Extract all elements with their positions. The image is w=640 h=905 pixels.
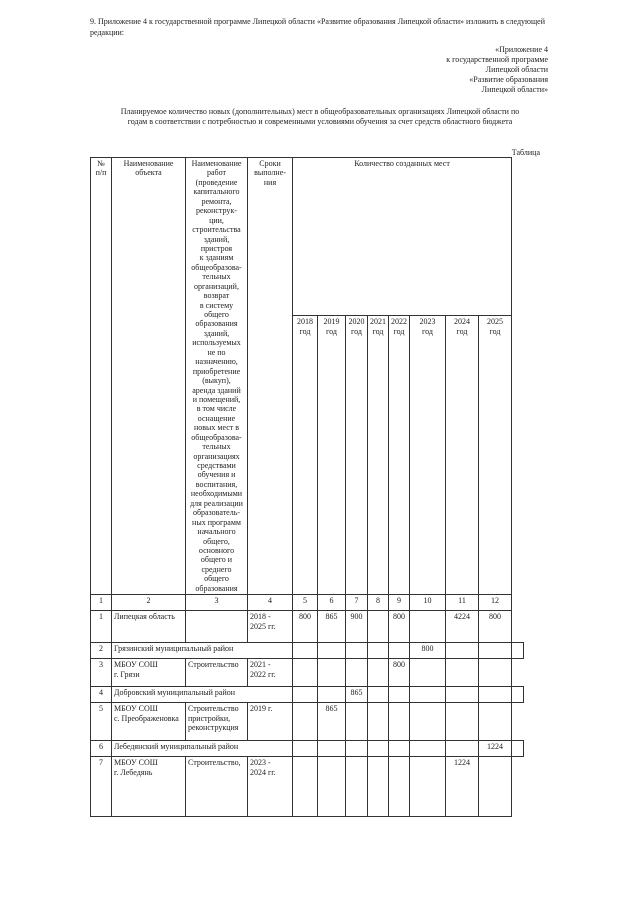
cell-num: 7 <box>91 757 112 817</box>
intro-paragraph: 9. Приложение 4 к государственной программе Липецкой области «Развитие образования Липецкой области» изложить в следующей редакции: <box>90 17 546 37</box>
column-number: 7 <box>346 595 368 611</box>
cell-value <box>293 703 318 741</box>
column-numbers-row <box>91 595 524 611</box>
cell-value <box>318 757 346 817</box>
cell-value <box>479 687 512 703</box>
column-number: 1 <box>91 595 112 611</box>
appendix-line: «Приложение 4 <box>495 45 548 54</box>
cell-value <box>368 757 389 817</box>
appendix-line: Липецкой области <box>485 65 548 74</box>
cell-value <box>512 741 524 757</box>
cell-value <box>368 703 389 741</box>
cell-value: 4224 <box>446 611 479 643</box>
cell-value <box>368 741 389 757</box>
cell-value <box>479 643 512 659</box>
cell-value: 800 <box>479 611 512 643</box>
header-year: 2018 год <box>293 316 318 595</box>
cell-value <box>318 741 346 757</box>
column-number: 3 <box>186 595 248 611</box>
header-object-name: Наименование объекта <box>112 158 186 595</box>
table-row <box>91 659 524 687</box>
cell-value <box>346 703 368 741</box>
cell-num: 5 <box>91 703 112 741</box>
cell-value <box>410 757 446 817</box>
column-number: 9 <box>389 595 410 611</box>
cell-value <box>446 659 479 687</box>
cell-value <box>318 643 346 659</box>
table-row-region <box>91 687 524 703</box>
cell-num: 1 <box>91 611 112 643</box>
places-table <box>90 157 524 817</box>
column-number: 4 <box>248 595 293 611</box>
cell-works <box>186 611 248 643</box>
column-number: 5 <box>293 595 318 611</box>
cell-term: 2018 - 2025 гг. <box>248 611 293 643</box>
cell-value <box>293 757 318 817</box>
cell-value <box>446 703 479 741</box>
cell-value: 1224 <box>446 757 479 817</box>
cell-value <box>318 659 346 687</box>
table-row <box>91 611 524 643</box>
cell-object-name: МБОУ СОШ с. Преображеновка <box>112 703 186 741</box>
cell-value <box>389 687 410 703</box>
cell-value: 865 <box>318 703 346 741</box>
cell-value: 800 <box>410 643 446 659</box>
cell-value <box>293 659 318 687</box>
header-year: 2020 год <box>346 316 368 595</box>
cell-value <box>346 643 368 659</box>
cell-value <box>368 687 389 703</box>
cell-num: 2 <box>91 643 112 659</box>
header-count-group: Количество созданных мест <box>293 158 512 316</box>
cell-value: 865 <box>346 687 368 703</box>
cell-value <box>446 741 479 757</box>
cell-value <box>410 611 446 643</box>
cell-region-name: Грязинский муниципальный район <box>112 643 293 659</box>
header-year: 2021 год <box>368 316 389 595</box>
cell-value <box>389 757 410 817</box>
cell-value: 865 <box>318 611 346 643</box>
cell-value <box>479 703 512 741</box>
document-title: Планируемое количество новых (дополнительных) мест в общеобразовательных организациях Липецкой области по годам в соответствии с потребностью и современными условиями обучения за счет средств областного бюджета <box>120 107 520 126</box>
header-year: 2022 год <box>389 316 410 595</box>
cell-value: 800 <box>389 611 410 643</box>
header-year: 2023 год <box>410 316 446 595</box>
header-year: 2024 год <box>446 316 479 595</box>
table-row-region <box>91 741 524 757</box>
header-year: 2019 год <box>318 316 346 595</box>
cell-term <box>293 687 318 703</box>
appendix-line: Липецкой области» <box>481 85 548 94</box>
column-number: 11 <box>446 595 479 611</box>
cell-value <box>410 659 446 687</box>
cell-num: 6 <box>91 741 112 757</box>
cell-term: 2019 г. <box>248 703 293 741</box>
cell-value <box>346 659 368 687</box>
cell-object-name: МБОУ СОШ г. Лебедянь <box>112 757 186 817</box>
header-num: № п/п <box>91 158 112 595</box>
cell-value <box>446 643 479 659</box>
header-row <box>91 158 524 316</box>
cell-value <box>368 643 389 659</box>
cell-term <box>293 643 318 659</box>
cell-value <box>318 687 346 703</box>
column-number: 6 <box>318 595 346 611</box>
cell-term <box>293 741 318 757</box>
cell-value <box>389 741 410 757</box>
cell-object-name: Липецкая область <box>112 611 186 643</box>
cell-region-name: Добровский муниципальный район <box>112 687 293 703</box>
table-label: Таблица <box>511 148 540 157</box>
cell-value <box>368 611 389 643</box>
column-number: 8 <box>368 595 389 611</box>
cell-num: 4 <box>91 687 112 703</box>
header-year: 2025 год <box>479 316 512 595</box>
appendix-line: «Развитие образования <box>469 75 548 84</box>
appendix-caption <box>446 45 548 95</box>
column-number: 10 <box>410 595 446 611</box>
cell-works: Строительство, <box>186 757 248 817</box>
cell-object-name: МБОУ СОШ г. Грязи <box>112 659 186 687</box>
cell-value <box>368 659 389 687</box>
cell-value <box>479 659 512 687</box>
cell-value <box>479 757 512 817</box>
table-row <box>91 757 524 817</box>
table-row <box>91 703 524 741</box>
cell-works: Строительство пристройки, реконструкция <box>186 703 248 741</box>
cell-value <box>389 643 410 659</box>
cell-term: 2021 - 2022 гг. <box>248 659 293 687</box>
cell-value <box>346 757 368 817</box>
cell-value: 800 <box>389 659 410 687</box>
header-term: Сроки выполне- ния <box>248 158 293 595</box>
table-row-region <box>91 643 524 659</box>
cell-term: 2023 - 2024 гг. <box>248 757 293 817</box>
column-number: 12 <box>479 595 512 611</box>
header-works: Наименование работ (проведение капитального ремонта, реконструк- ции, строительства зданий, пристроя к зданиям общеобразова- тельных организаций, возврат в систему общего образования зданий, используемых не по назначению, приобретение (выкуп), аренда зданий и помещений, в том числе оснащение новых мест в общеобразова- тельных организациях средствами обучения и воспитания, необходимыми для реализации образователь- ных программ начального общего, основного общего и среднего общего образования <box>186 158 248 595</box>
cell-value <box>512 687 524 703</box>
cell-value <box>410 703 446 741</box>
cell-value: 1224 <box>479 741 512 757</box>
cell-works: Строительство <box>186 659 248 687</box>
cell-value <box>446 687 479 703</box>
cell-value <box>410 687 446 703</box>
cell-value: 900 <box>346 611 368 643</box>
cell-num: 3 <box>91 659 112 687</box>
cell-value <box>346 741 368 757</box>
cell-region-name: Лебедянский муниципальный район <box>112 741 293 757</box>
cell-value <box>389 703 410 741</box>
cell-value: 800 <box>293 611 318 643</box>
cell-value <box>410 741 446 757</box>
column-number: 2 <box>112 595 186 611</box>
appendix-line: к государственной программе <box>446 55 548 64</box>
cell-value <box>512 643 524 659</box>
